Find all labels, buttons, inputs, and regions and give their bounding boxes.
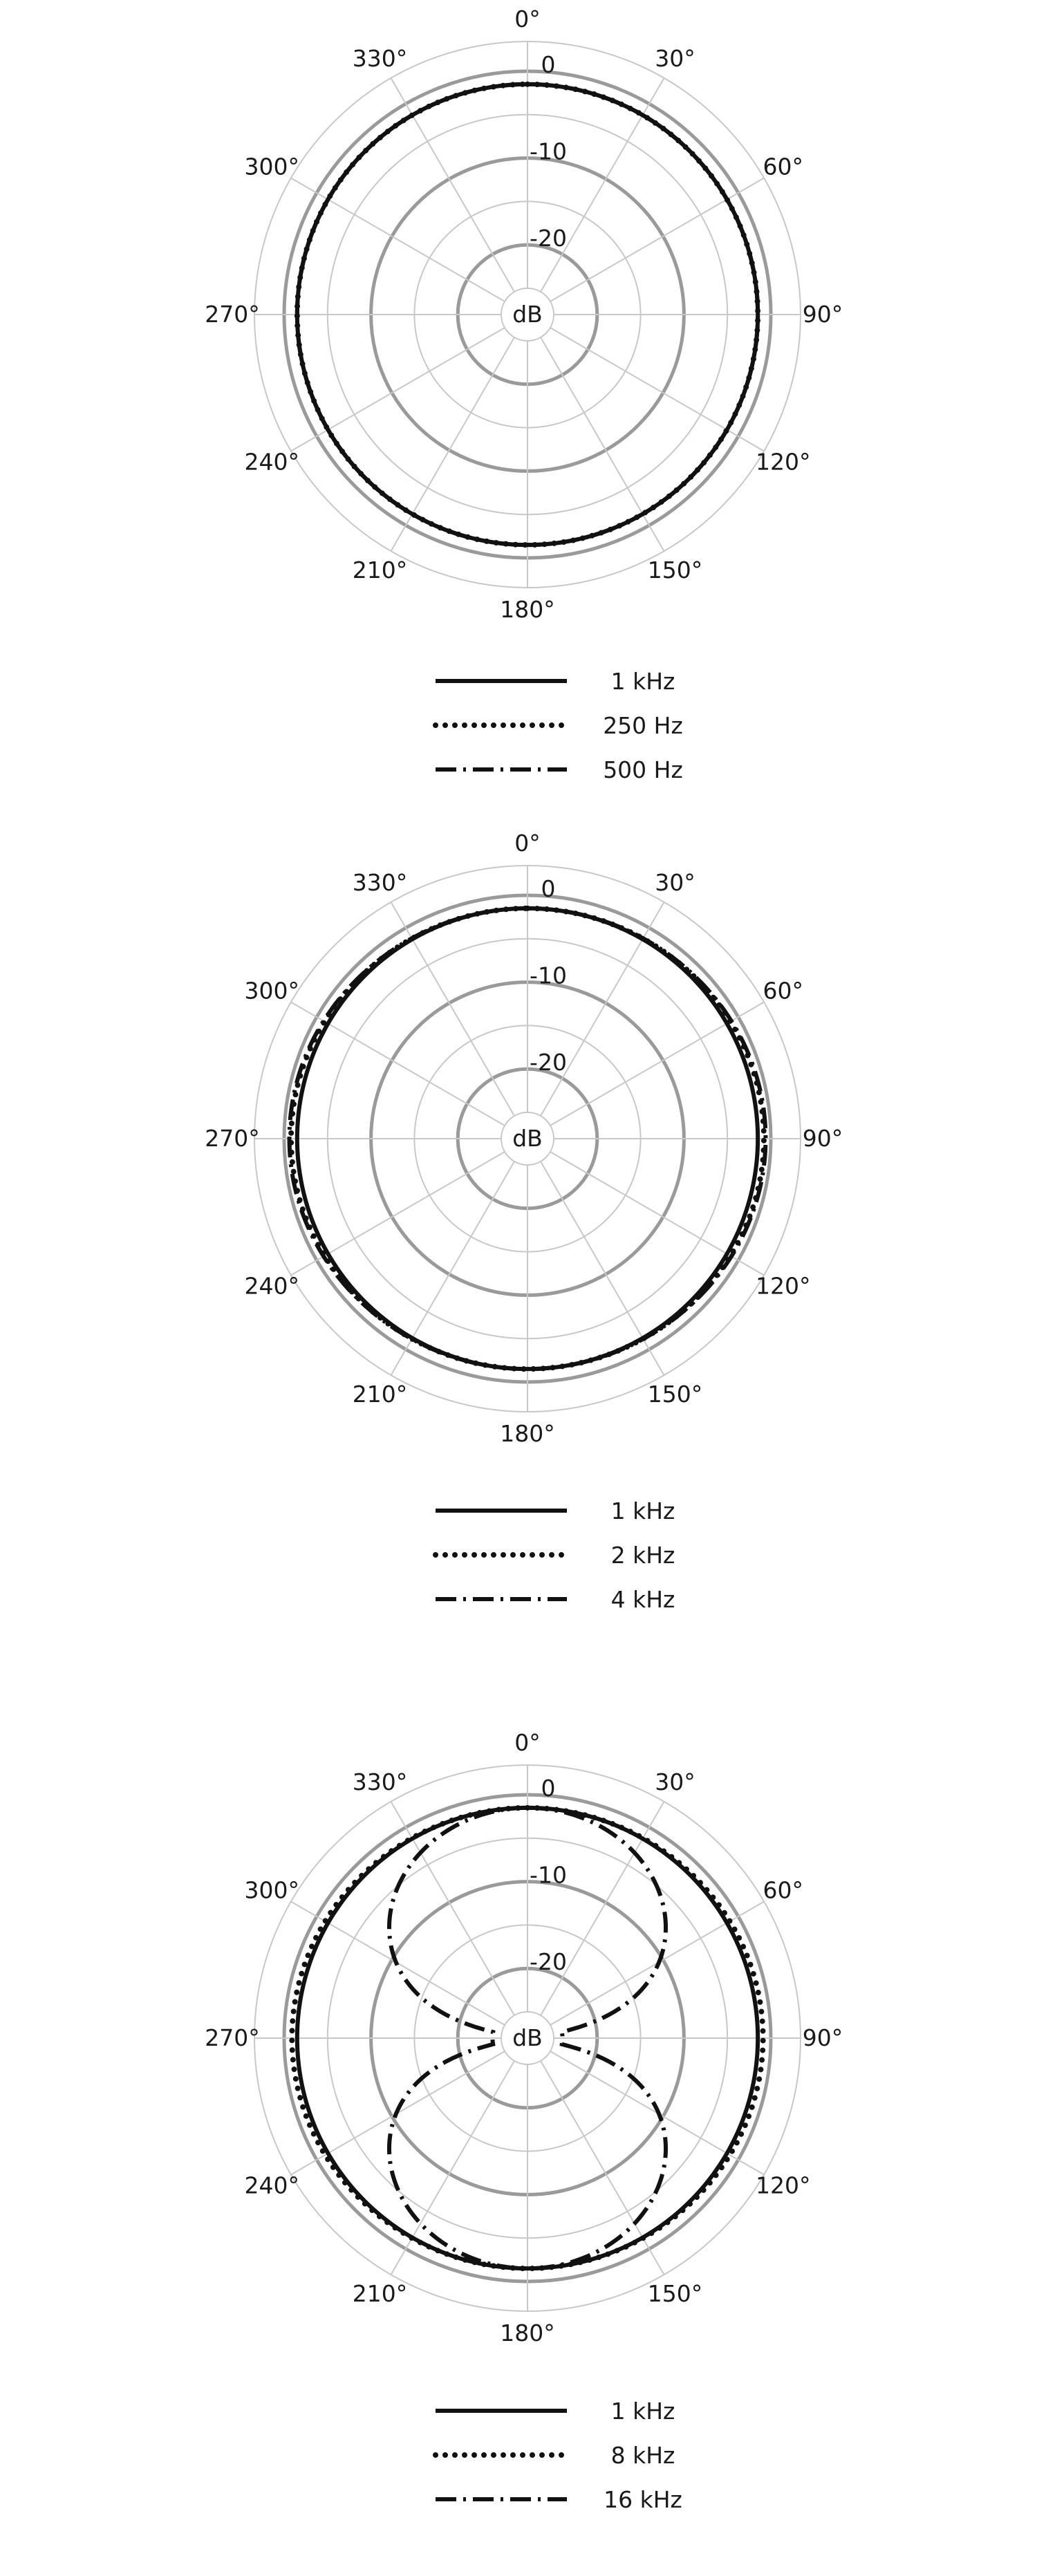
angle-tick-label: 240° xyxy=(244,2172,299,2199)
ring-db-label: -20 xyxy=(530,1948,567,1976)
angle-tick-label: 60° xyxy=(763,153,804,180)
legend-label: 16 kHz xyxy=(604,2486,682,2513)
legend-label: 4 kHz xyxy=(610,1586,675,1613)
angle-tick-label: 180° xyxy=(500,2320,555,2346)
grid-spoke xyxy=(541,2061,664,2275)
center-db-label: dB xyxy=(512,2024,543,2051)
angle-tick-label: 90° xyxy=(802,301,843,328)
grid-spoke xyxy=(291,178,505,302)
angle-tick-label: 240° xyxy=(244,448,299,476)
angle-tick-label: 330° xyxy=(352,869,408,897)
angle-tick-label: 60° xyxy=(763,1876,804,1904)
angle-tick-label: 240° xyxy=(244,1272,299,1300)
ring-db-label: -10 xyxy=(530,962,567,989)
angle-tick-label: 180° xyxy=(500,596,555,623)
legend-label: 1 kHz xyxy=(610,668,675,695)
angle-tick-label: 180° xyxy=(500,1420,555,1447)
ring-db-label: -10 xyxy=(530,138,567,165)
ring-db-label: 0 xyxy=(541,51,556,78)
grid-spoke xyxy=(550,178,764,302)
angle-tick-label: 270° xyxy=(205,2024,260,2051)
grid-spoke xyxy=(391,337,515,551)
angle-tick-label: 90° xyxy=(802,1125,843,1152)
polar-chart-2 xyxy=(205,830,843,1613)
angle-tick-label: 0° xyxy=(514,1729,541,1756)
angle-tick-label: 0° xyxy=(514,6,541,32)
ring-db-label: -10 xyxy=(530,1861,567,1889)
grid-spoke xyxy=(391,1161,515,1375)
ring-db-label: -20 xyxy=(530,1049,567,1076)
angle-tick-label: 30° xyxy=(655,869,695,897)
center-db-label: dB xyxy=(512,301,543,328)
ring-db-label: -20 xyxy=(530,225,567,252)
angle-tick-label: 210° xyxy=(352,2279,408,2307)
angle-tick-label: 270° xyxy=(205,301,260,328)
angle-tick-label: 210° xyxy=(352,1380,408,1408)
grid-spoke xyxy=(550,328,764,451)
angle-tick-label: 60° xyxy=(763,977,804,1005)
angle-tick-label: 0° xyxy=(514,830,541,857)
angle-tick-label: 150° xyxy=(647,556,703,584)
grid-spoke xyxy=(391,902,515,1116)
grid-spoke xyxy=(391,78,515,292)
angle-tick-label: 300° xyxy=(244,977,299,1005)
angle-tick-label: 270° xyxy=(205,1125,260,1152)
angle-tick-label: 120° xyxy=(756,2172,811,2199)
legend-label: 8 kHz xyxy=(610,2442,675,2469)
grid-spoke xyxy=(541,902,664,1116)
angle-tick-label: 120° xyxy=(756,1272,811,1300)
ring-db-label: 0 xyxy=(541,875,556,902)
legend-label: 500 Hz xyxy=(603,756,683,783)
angle-tick-label: 330° xyxy=(352,1768,408,1796)
center-db-label: dB xyxy=(512,1125,543,1152)
angle-tick-label: 330° xyxy=(352,45,408,73)
angle-tick-label: 30° xyxy=(655,45,695,73)
grid-spoke xyxy=(541,337,664,551)
angle-tick-label: 90° xyxy=(802,2024,843,2051)
angle-tick-label: 150° xyxy=(647,1380,703,1408)
polar-chart-3 xyxy=(205,1729,843,2513)
angle-tick-label: 300° xyxy=(244,1876,299,1904)
angle-tick-label: 210° xyxy=(352,556,408,584)
grid-spoke xyxy=(541,1161,664,1375)
angle-tick-label: 30° xyxy=(655,1768,695,1796)
legend-label: 250 Hz xyxy=(603,712,683,739)
grid-spoke xyxy=(541,78,664,292)
angle-tick-label: 120° xyxy=(756,448,811,476)
legend-label: 1 kHz xyxy=(610,2398,675,2425)
angle-tick-label: 300° xyxy=(244,153,299,180)
polar-chart-1 xyxy=(205,6,843,783)
angle-tick-label: 150° xyxy=(647,2279,703,2307)
legend-label: 2 kHz xyxy=(610,1542,675,1569)
grid-spoke xyxy=(291,328,505,451)
ring-db-label: 0 xyxy=(541,1775,556,1802)
legend-label: 1 kHz xyxy=(610,1497,675,1524)
